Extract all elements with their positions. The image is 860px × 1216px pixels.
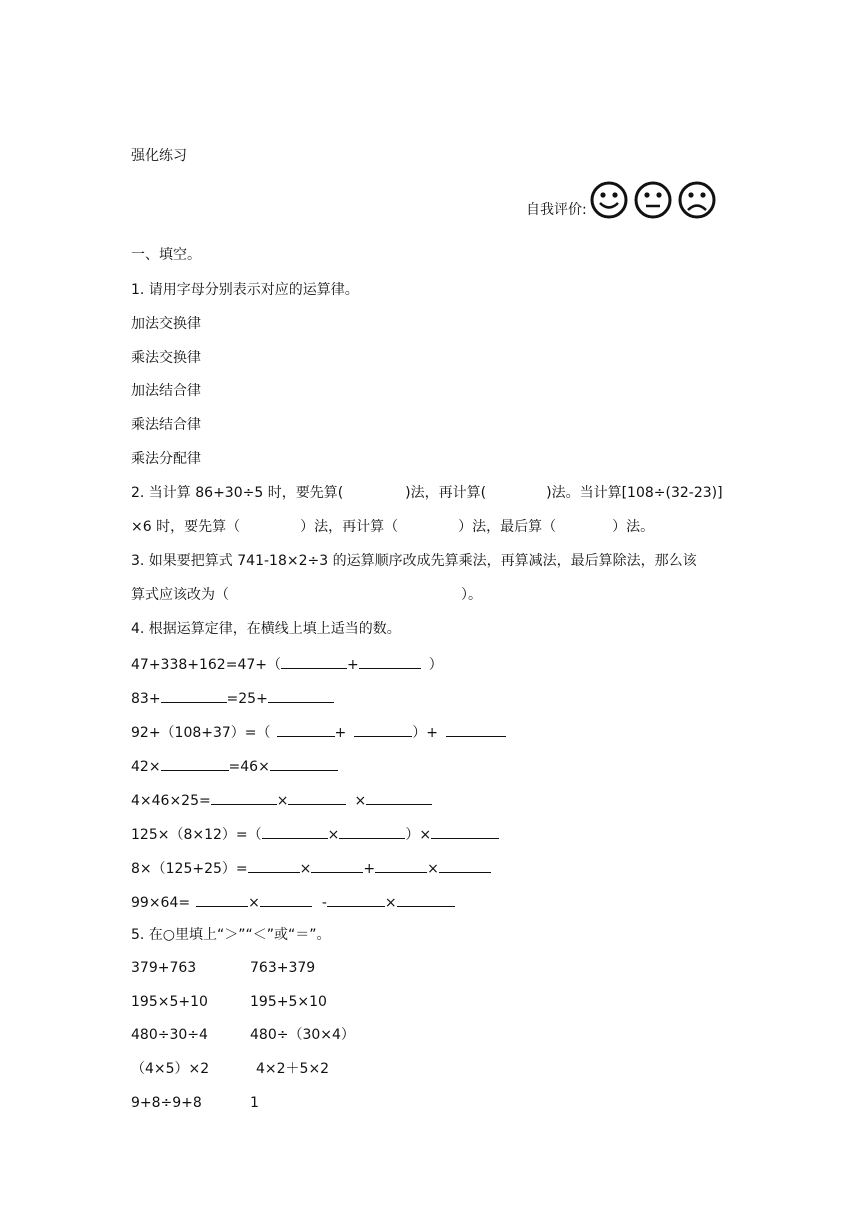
q5-right-expr: 4×2＋5×2 (256, 1061, 330, 1077)
q4-expr: × (276, 793, 289, 809)
q5-left-expr: 9+8÷9+8 (131, 1095, 202, 1111)
fill-blank[interactable] (311, 857, 363, 873)
q4-expr: 42× (131, 759, 161, 775)
fill-blank[interactable] (211, 789, 277, 805)
q4-expr: 125×（8×12）=（ (131, 827, 262, 843)
q4-expr: ）× (405, 827, 432, 843)
q3-text: ）。 (461, 587, 482, 603)
fill-blank[interactable] (196, 891, 248, 907)
q1-item: 乘法交换律 (131, 350, 201, 366)
fill-blank[interactable] (446, 721, 506, 737)
fill-blank[interactable] (431, 823, 499, 839)
smile-face-icon[interactable] (589, 180, 629, 220)
fill-blank[interactable] (268, 687, 334, 703)
q2-text: 2. 当计算 86+30÷5 时，要先算( (131, 485, 344, 501)
q4-expr: 47+338+162=47+（ (131, 657, 281, 673)
section-heading: 一、填空。 (131, 247, 201, 263)
q3-line1: 3. 如果要把算式 741-18×2÷3 的运算顺序改成先算乘法，再算减法，最后算除法，那么该 (131, 553, 697, 569)
q3-text: 算式应该改为（ (131, 587, 229, 603)
self-evaluation (526, 180, 717, 220)
q4-expr: 4×46×25= (131, 793, 211, 809)
q4-expr: ）+ (412, 725, 439, 741)
fill-blank[interactable] (327, 891, 385, 907)
q4-expr: 92+（108+37）=（ (131, 725, 271, 741)
fill-blank[interactable] (270, 755, 338, 771)
q2-text: ×6 时，要先算（ (131, 519, 241, 535)
q4-text: 4. 根据运算定律，在横线上填上适当的数。 (131, 621, 401, 637)
q1-item: 加法结合律 (131, 383, 201, 399)
fill-blank[interactable] (248, 857, 300, 873)
fill-blank[interactable] (260, 891, 312, 907)
page-title: 强化练习 (131, 148, 187, 164)
q1-item: 乘法结合律 (131, 417, 201, 433)
fill-blank[interactable] (339, 823, 405, 839)
fill-blank[interactable] (375, 857, 427, 873)
q2-text: ）法，最后算（ (458, 519, 557, 535)
q4-expr: × (248, 895, 260, 911)
q4-expr: + (363, 861, 376, 877)
q4-expr: × (354, 793, 367, 809)
fill-blank[interactable] (161, 687, 227, 703)
q4-expr: =25+ (226, 691, 268, 707)
self-eval-label: 自我评价: (526, 202, 587, 218)
q5-right-expr: 763+379 (250, 960, 316, 976)
q4-row (131, 857, 491, 879)
q4-expr: ） (428, 657, 443, 673)
fill-blank[interactable] (281, 653, 347, 669)
self-eval-faces (589, 180, 717, 220)
q4-row (131, 687, 334, 709)
q4-expr: =46× (228, 759, 270, 775)
fill-blank[interactable] (397, 891, 455, 907)
q4-expr: + (347, 657, 359, 673)
q4-expr: 83+ (131, 691, 161, 707)
q2-line1 (131, 483, 723, 503)
fill-blank[interactable] (354, 721, 412, 737)
q4-expr: 99×64= (131, 895, 191, 911)
q4-row (131, 721, 506, 743)
fill-blank[interactable] (366, 789, 432, 805)
q5-left-expr: 480÷30÷4 (131, 1027, 208, 1043)
q4-expr: + (334, 725, 347, 741)
fill-blank[interactable] (439, 857, 491, 873)
q5-right-expr: 1 (250, 1095, 259, 1111)
q2-text: ）法，再计算（ (300, 519, 399, 535)
neutral-face-icon[interactable] (633, 180, 673, 220)
q4-expr: × (384, 895, 397, 911)
fill-blank[interactable] (359, 653, 421, 669)
q4-row (131, 891, 455, 913)
q4-row (131, 823, 499, 845)
fill-blank[interactable] (262, 823, 328, 839)
q1-text: 1. 请用字母分别表示对应的运算律。 (131, 282, 359, 298)
q4-expr: × (299, 861, 312, 877)
fill-blank[interactable] (277, 721, 335, 737)
frown-face-icon[interactable] (677, 180, 717, 220)
q2-text: )法，再计算( (405, 485, 487, 501)
q5-right-expr: 480÷（30×4） (250, 1027, 355, 1043)
q4-row (131, 755, 338, 777)
fill-blank[interactable] (288, 789, 346, 805)
q3-line2 (131, 585, 482, 605)
q2-line2 (131, 517, 654, 537)
q2-text: )法。当计算[108÷(32-23)] (546, 485, 723, 501)
q4-row (131, 653, 443, 675)
q4-expr: × (327, 827, 340, 843)
q1-item: 乘法分配律 (131, 451, 201, 467)
q5-text: 5. 在○里填上“＞”“＜”或“＝”。 (131, 927, 331, 943)
q5-left-expr: 379+763 (131, 960, 197, 976)
q5-right-expr: 195+5×10 (250, 994, 327, 1010)
q5-left-expr: （4×5）×2 (131, 1061, 210, 1077)
q4-expr: × (427, 861, 439, 877)
fill-blank[interactable] (161, 755, 229, 771)
q5-left-expr: 195×5+10 (131, 994, 208, 1010)
q2-text: ）法。 (612, 519, 655, 535)
q4-expr: - (321, 895, 327, 911)
q4-expr: 8×（125+25）= (131, 861, 248, 877)
q4-row (131, 789, 432, 811)
q1-item: 加法交换律 (131, 316, 201, 332)
